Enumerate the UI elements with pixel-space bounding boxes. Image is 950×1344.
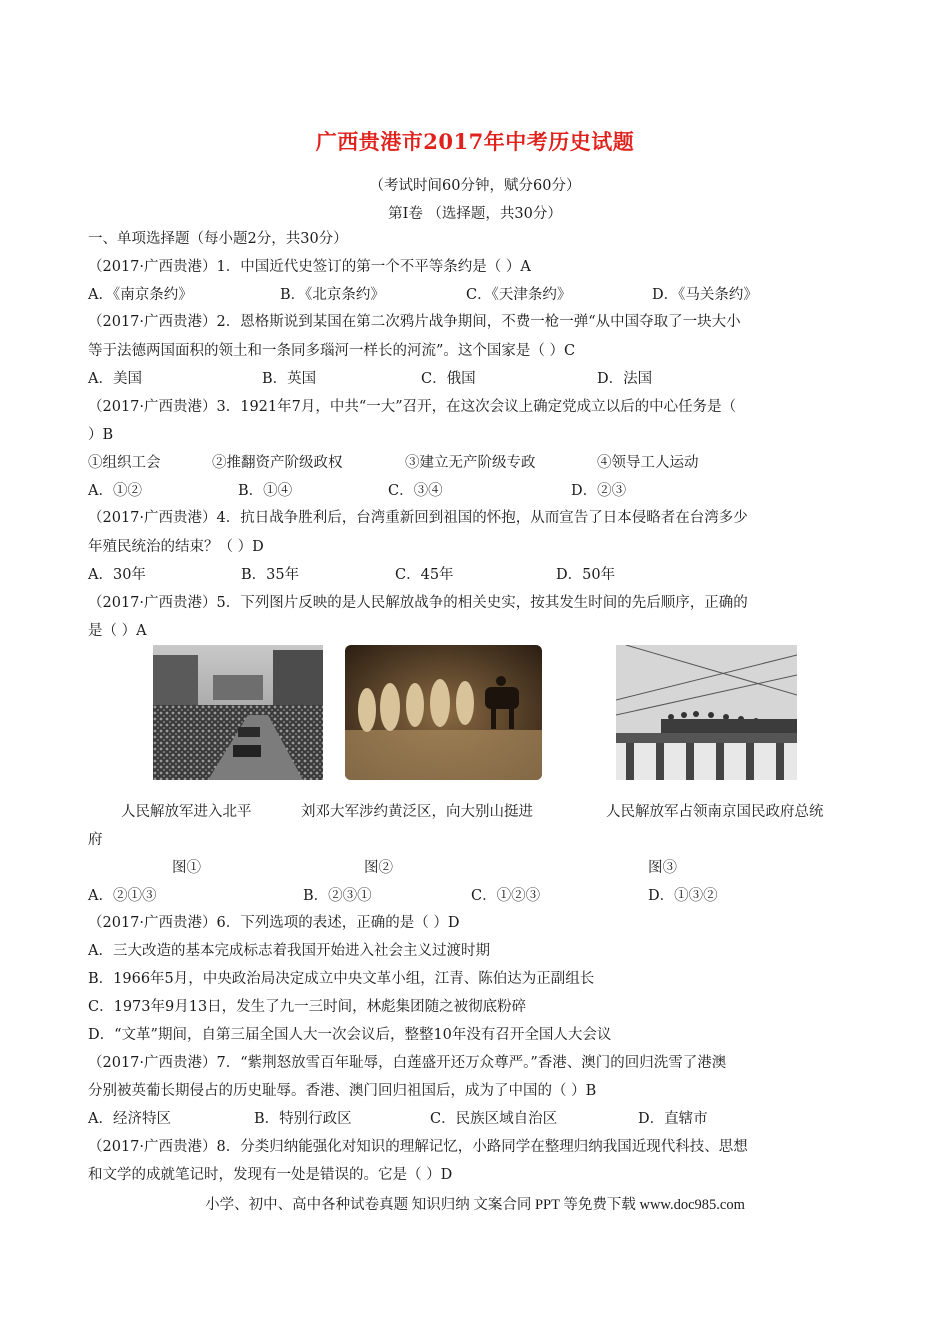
page-title: 广西贵港市2017年中考历史试题: [315, 129, 635, 154]
q3-item-1: ①组织工会: [88, 455, 161, 471]
q1-option-d: D．《马关条约》: [652, 287, 758, 303]
q5-caption-1: 人民解放军进入北平: [121, 804, 252, 820]
question-2-stem-line2: 等于法德两国面积的领土和一条同多瑙河一样长的河流”。这个国家是（ ）C: [88, 343, 576, 359]
photo-liu-deng-army-march: [345, 645, 542, 780]
volume-heading: 第Ⅰ卷 （选择题，共30分）: [388, 206, 562, 222]
question-4-stem-line1: （2017·广西贵港）4．抗日战争胜利后，台湾重新回到祖国的怀抱，从而宣告了日本侵略者在台湾多少: [88, 510, 748, 526]
q7-option-d: D．直辖市: [638, 1111, 708, 1127]
q2-option-d: D．法国: [597, 371, 653, 387]
question-5-stem-line1: （2017·广西贵港）5．下列图片反映的是人民解放战争的相关史实，按其发生时间的先后顺序，正确的: [88, 595, 748, 611]
q6-option-d: D．“文革”期间，自第三届全国人大一次会议后，整整10年没有召开全国人大会议: [88, 1027, 612, 1043]
q6-option-b: B．1966年5月，中央政治局决定成立中央文革小组，江青、陈伯达为正副组长: [88, 971, 595, 987]
page-footer: 小学、初中、高中各种试卷真题 知识归纳 文案合同 PPT 等免费下载 www.doc985.com: [205, 1197, 745, 1213]
question-3-stem-line1: （2017·广西贵港）3．1921年7月，中共“一大”召开，在这次会议上确定党成立以后的中心任务是（: [88, 399, 737, 415]
section-heading: 一、单项选择题（每小题2分，共30分）: [88, 231, 348, 247]
q6-option-c: C．1973年9月13日，发生了九一三时间，林彪集团随之被彻底粉碎: [88, 999, 527, 1015]
q3-option-c: C．③④: [388, 483, 443, 499]
question-8-stem-line1: （2017·广西贵港）8．分类归纳能强化对知识的理解记忆，小路同学在整理归纳我国近现代科技、思想: [88, 1139, 748, 1155]
q1-option-c: C．《天津条约》: [466, 287, 572, 303]
q4-option-a: A．30年: [88, 567, 146, 583]
exam-info: （考试时间60分钟，赋分60分）: [369, 178, 581, 194]
q5-option-d: D．①③②: [648, 888, 718, 904]
q3-item-2: ②推翻资产阶级政权: [212, 455, 343, 471]
question-1-stem: （2017·广西贵港）1．中国近代史签订的第一个不平等条约是（ ）A: [88, 259, 531, 275]
question-3-stem-line2: ）B: [88, 427, 114, 443]
q5-option-c: C．①②③: [471, 888, 541, 904]
q4-option-b: B．35年: [241, 567, 300, 583]
q1-option-a: A．《南京条约》: [88, 287, 193, 303]
q3-item-4: ④领导工人运动: [597, 455, 699, 471]
q5-caption-3-cont: 府: [88, 832, 103, 848]
q5-figure-1-label: 图①: [172, 860, 201, 876]
photo-occupying-nanjing-palace: [616, 645, 797, 780]
q1-option-b: B．《北京条约》: [280, 287, 385, 303]
q7-option-c: C．民族区域自治区: [430, 1111, 558, 1127]
question-7-stem-line2: 分别被英葡长期侵占的历史耻辱。香港、澳门回归祖国后，成为了中国的（ ）B: [88, 1083, 597, 1099]
q6-option-a: A．三大改造的基本完成标志着我国开始进入社会主义过渡时期: [88, 943, 490, 959]
q2-option-a: A．美国: [88, 371, 142, 387]
q5-caption-3: 人民解放军占领南京国民政府总统: [606, 804, 824, 820]
photo-pla-entering-beiping: [153, 645, 323, 780]
q5-option-b: B．②③①: [303, 888, 372, 904]
q3-option-d: D．②③: [571, 483, 627, 499]
question-8-stem-line2: 和文学的成就笔记时，发现有一处是错误的。它是（ ）D: [88, 1167, 453, 1183]
q3-item-3: ③建立无产阶级专政: [405, 455, 536, 471]
q4-option-c: C．45年: [395, 567, 454, 583]
question-6-stem: （2017·广西贵港）6．下列选项的表述，正确的是（ ）D: [88, 915, 460, 931]
question-5-stem-line2: 是（ ）A: [88, 623, 147, 639]
q7-option-b: B．特别行政区: [254, 1111, 352, 1127]
q5-caption-2: 刘邓大军涉约黄泛区，向大别山挺进: [301, 804, 533, 820]
q3-option-b: B．①④: [238, 483, 293, 499]
q5-figure-2-label: 图②: [364, 860, 393, 876]
question-4-stem-line2: 年殖民统治的结束？（ ）D: [88, 539, 264, 555]
q3-option-a: A．①②: [88, 483, 142, 499]
question-2-stem-line1: （2017·广西贵港）2．恩格斯说到某国在第二次鸦片战争期间，不费一枪一弹“从中国夺取了一块大小: [88, 314, 741, 330]
q5-option-a: A．②①③: [88, 888, 157, 904]
q2-option-c: C．俄国: [421, 371, 476, 387]
q2-option-b: B．英国: [262, 371, 317, 387]
q4-option-d: D．50年: [556, 567, 616, 583]
question-7-stem-line1: （2017·广西贵港）7．“紫荆怒放雪百年耻辱，白莲盛开还万众尊严。”香港、澳门的回归洗雪了港澳: [88, 1055, 727, 1071]
q5-figure-3-label: 图③: [648, 860, 677, 876]
q7-option-a: A．经济特区: [88, 1111, 171, 1127]
